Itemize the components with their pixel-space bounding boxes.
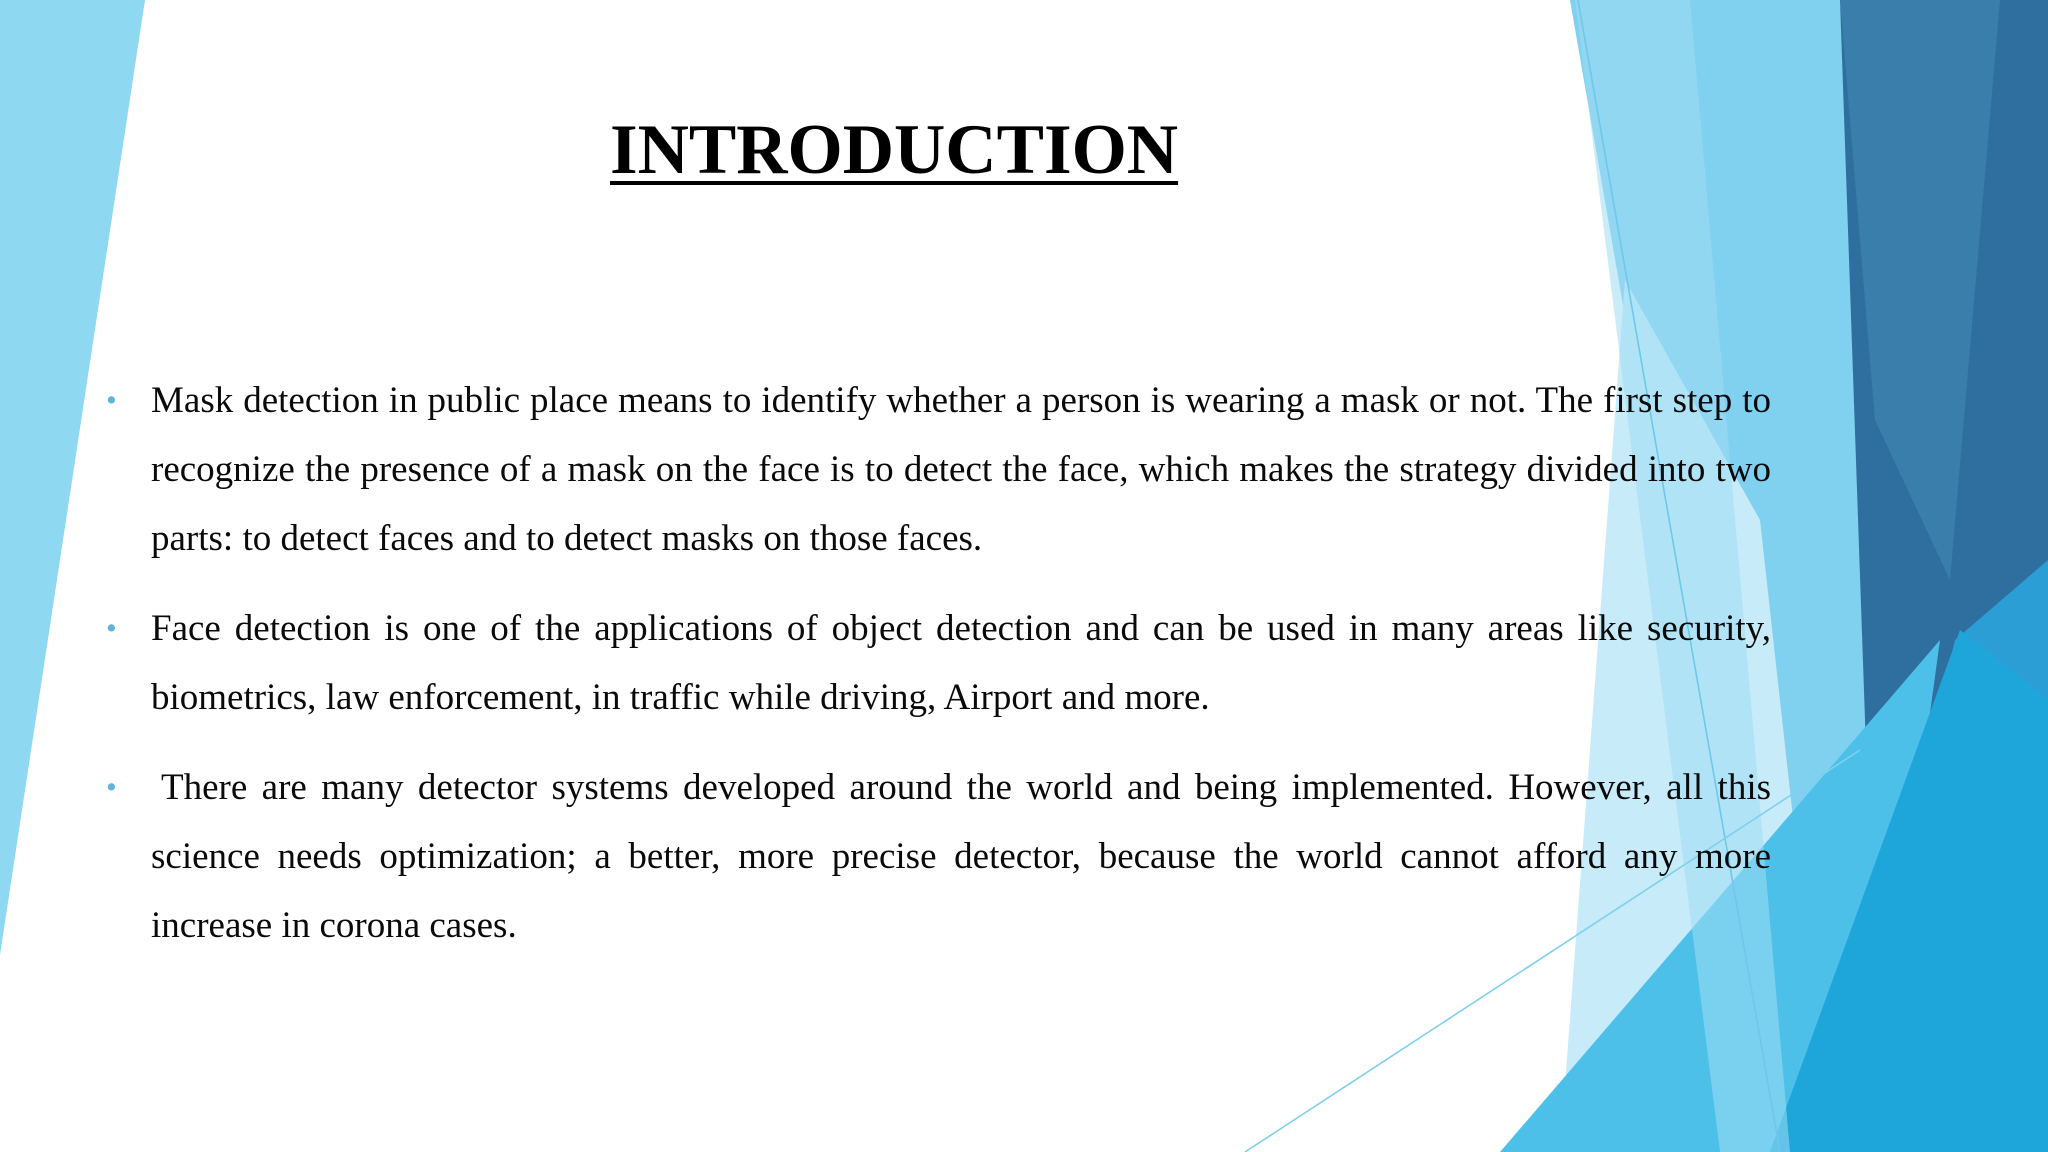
bullet-list: [104, 366, 1771, 981]
bullet-text: Mask detection in public place means to identify whether a person is wearing a mask or not. The first step to recognize the presence of a mask on the face is to detect the face, which makes the strategy divided into two parts: to detect faces and to detect masks on those faces.: [151, 380, 1771, 559]
bullet-icon: •: [104, 386, 119, 415]
bullet-item: [104, 594, 1771, 732]
bullet-text: There are many detector systems developed around the world and being implemented. However, all this science needs optimization; a better, more precise detector, because the world cannot afford any more increase in corona cases.: [151, 767, 1771, 946]
bullet-text: Face detection is one of the applications of object detection and can be used in many areas like security, biometrics, law enforcement, in traffic while driving, Airport and more.: [151, 608, 1771, 718]
bullet-icon: •: [104, 773, 119, 802]
bullet-icon: •: [104, 614, 119, 643]
slide-title: INTRODUCTION: [610, 111, 1179, 189]
bullet-item: [104, 366, 1771, 573]
bullet-item: [104, 753, 1771, 960]
